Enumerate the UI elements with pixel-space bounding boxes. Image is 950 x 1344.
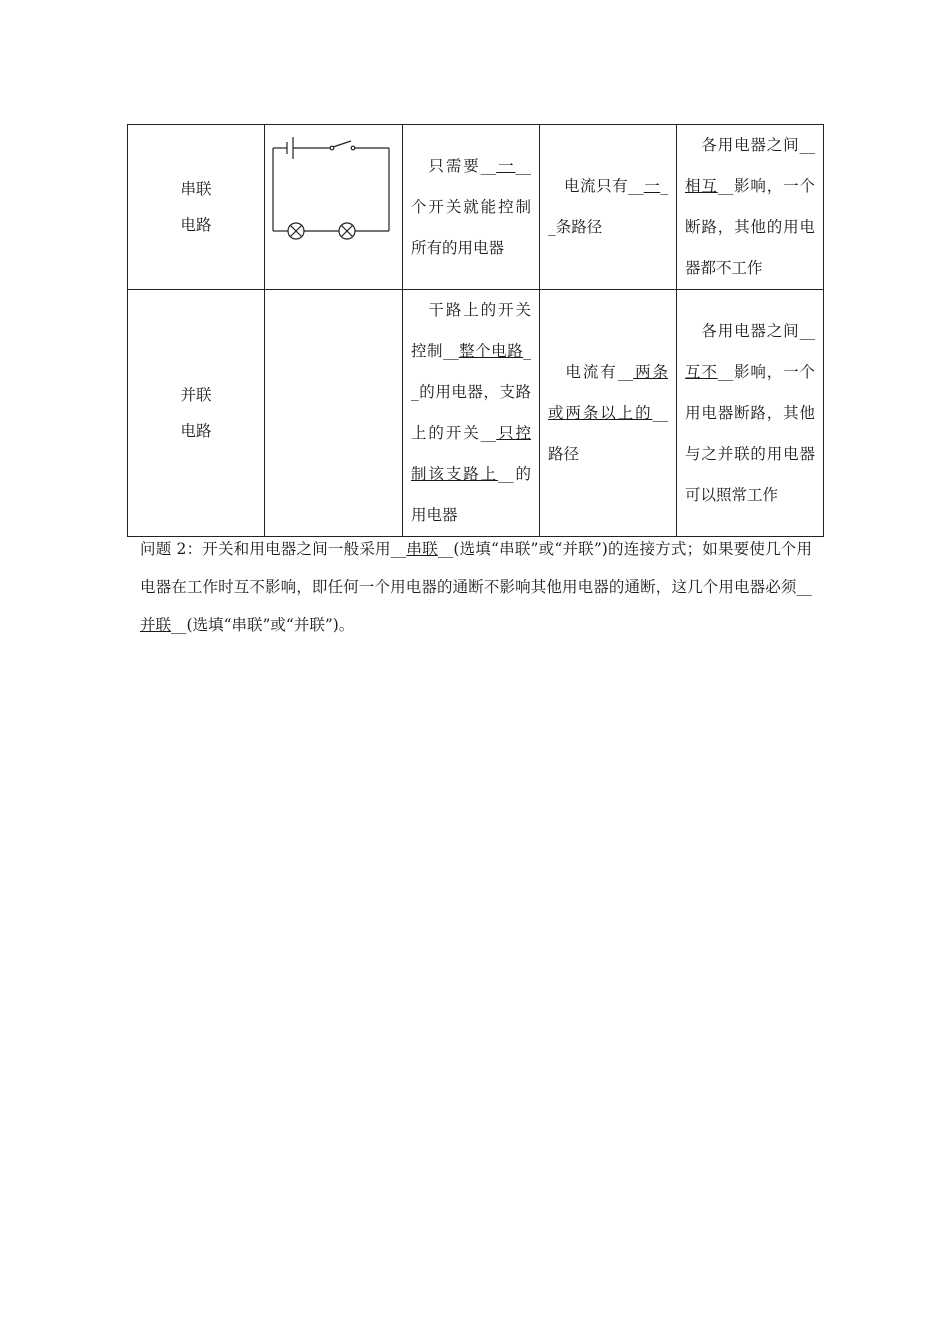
blank-fill: __: [799, 136, 815, 154]
series-circuit-label: [128, 125, 265, 290]
answer-text: 两条或两条以上的: [548, 362, 668, 422]
blank-fill: __: [443, 342, 459, 360]
answer-text: 串联: [406, 540, 438, 558]
blank-fill: __: [390, 540, 407, 558]
answer-text: 一: [643, 177, 661, 195]
series-label-line1: 串联: [180, 180, 212, 198]
text-seg: 问题 2：开关和用电器之间一般采用: [140, 540, 391, 558]
text-seg: 个开关就能控制所有的用电器: [411, 197, 531, 257]
text-seg: 只需要: [426, 156, 481, 175]
text-seg: 各用电器之间: [700, 321, 800, 340]
table-row-parallel: [128, 290, 824, 537]
blank-fill: __: [717, 362, 734, 381]
answer-text: 互不: [685, 362, 718, 381]
blank-fill: __: [799, 321, 815, 340]
blank-fill: __: [548, 177, 668, 236]
blank-fill: __: [617, 362, 634, 381]
blank-fill: __: [480, 424, 497, 442]
parallel-label-line1: 并联: [180, 386, 212, 404]
parallel-path-description: [540, 290, 677, 537]
text-seg: (选填“串联”或“并联”)。: [186, 616, 355, 634]
blank-fill: __: [796, 578, 812, 596]
text-seg: 影响，一个用电器断路，其他与之并联的用电器可以照常工作: [685, 362, 815, 504]
series-circuit-diagram-cell: [265, 125, 403, 290]
text-seg: 电流只有: [563, 177, 629, 195]
text-seg: 路径: [548, 444, 580, 463]
parallel-effect-description: [677, 290, 824, 537]
text-seg: 的用电器: [411, 465, 531, 524]
series-circuit-diagram: [265, 125, 401, 285]
text-seg: 干路上的开关控制: [411, 301, 531, 360]
text-seg: (选填“串联”或“并联”)的连接方式；如果要使几个用电器在工作时互不影响，即任何一个用电器的通断不影响其他用电器的通断，这几个用电器必须: [140, 540, 812, 596]
parallel-circuit-diagram-cell: [265, 290, 403, 537]
parallel-switch-description: [403, 290, 540, 537]
blank-fill: __: [498, 465, 514, 483]
parallel-label-line2: 电路: [180, 422, 212, 440]
blank-fill: __: [515, 156, 531, 175]
series-path-description: [540, 125, 677, 290]
parallel-circuit-label: [128, 290, 265, 537]
blank-fill: __: [411, 342, 531, 401]
blank-fill: __: [171, 616, 187, 634]
answer-text: 整个电路: [458, 342, 524, 360]
text-seg: 影响，一个断路，其他的用电器都不工作: [685, 177, 815, 277]
blank-fill: __: [480, 156, 497, 175]
blank-fill: __: [628, 177, 644, 195]
text-seg: 的用电器，支路上的开关: [411, 383, 531, 442]
blank-fill: __: [437, 540, 454, 558]
answer-text: 只控制该支路上: [411, 424, 531, 483]
text-seg: 条路径: [555, 218, 603, 236]
text-seg: 各用电器之间: [700, 136, 800, 154]
series-label-line2: 电路: [180, 216, 212, 234]
answer-text: 相互: [685, 177, 718, 195]
table-row-series: [128, 125, 824, 290]
series-effect-description: [677, 125, 824, 290]
text-seg: 电流有: [563, 362, 618, 381]
question-2-paragraph: [140, 530, 812, 644]
blank-fill: __: [717, 177, 734, 195]
blank-fill: __: [652, 403, 668, 422]
circuit-comparison-table: [127, 124, 824, 537]
answer-text: 一: [496, 156, 516, 175]
answer-text: 并联: [140, 616, 172, 634]
series-switch-description: [403, 125, 540, 290]
